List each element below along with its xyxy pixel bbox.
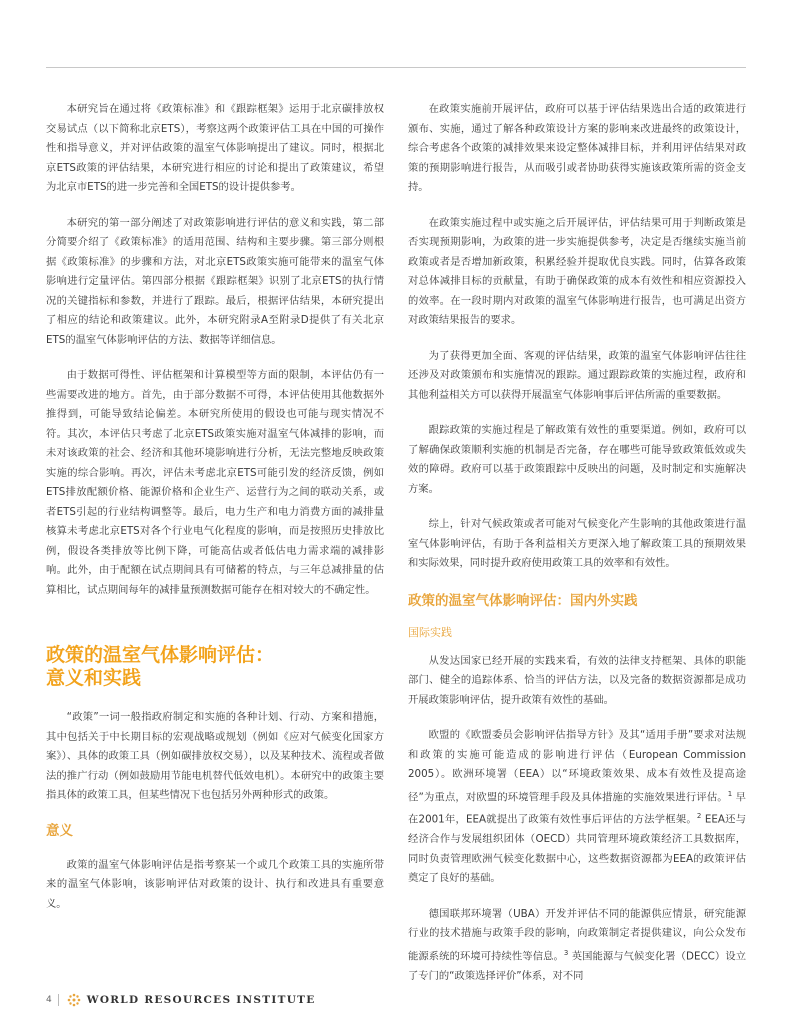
footnote-ref[interactable]: 2: [696, 812, 702, 821]
paragraph: [408, 905, 746, 986]
subheading-international: 国际实践: [408, 625, 452, 639]
paragraph: 综上，针对气候政策或者可能对气候变化产生影响的其他政策进行温室气体影响评估，有助于各利益相关方更深入地了解政策工具的预期效果和实际效果，同时提升政府使用政策工具的效率和有效性。: [408, 518, 746, 569]
page-number: 4: [46, 995, 52, 1005]
paragraph: 在政策实施过程中或实施之后开展评估，评估结果可用于判断政策是否实现预期影响，为政策的进一步实施提供参考，决定是否继续实施当前政策或者是否增加新政策，积累经验并提取优良实践。同时，估算各政策对总体减排目标的贡献量，有助于确保政策的成本有效性和相应资源投入的效率。在一段时期内对政策的温室气体影响进行报告，也可满足出资方对政策结果报告的要求。: [408, 216, 746, 326]
wri-logo-icon: [67, 993, 81, 1007]
left-column: [46, 100, 384, 930]
paragraph-text: 英国能源与气候变化署（DECC）设立了专门的“政策选择评价”体系，对不同: [408, 950, 747, 982]
page-footer: [46, 992, 316, 1008]
paragraph: 由于数据可得性、评估框架和计算模型等方面的限制，本评估仍有一些需要改进的地方。首先，由于部分数据不可得，本评估使用其他数据外推得到，可能导致结论偏差。本研究所使用的假设也可能与现实情况不符。其次，本评估只考虑了北京ETS政策实施对温室气体减排的影响，而未对该政策的社会、经济和其他环境影响进行分析，无法完整地反映政策实施的综合影响。再次，评估未考虑北京ETS可能引发的经济反馈，例如ETS排放配额价格、能源价格和企业生产、运营行为之间的联动关系，或者ETS引起的行业结构调整等。最后，电力生产和电力消费方面的减排量核算未考虑北京ETS对各个行业电气化程度的影响，而是按照历史排放比例，假设各类排放等比例下降，可能高估或者低估电力需求端的减排影响。此外，由于配额在试点期间具有可储蓄的特点，与三年总减排量的估算相比，试点期间每年的减排量预测数据可能存在相对较大的不确定性。: [46, 369, 384, 596]
paragraph-text: EEA还与经济合作与发展组织团体（OECD）共同管理环境政策经济工具数据库，同时负责管理欧洲气候变化数据中心，这些数据资源都为EEA的政策评估奠定了良好的基础。: [408, 813, 746, 885]
paragraph: 为了获得更加全面、客观的评估结果，政策的温室气体影响评估往往还涉及对政策颁布和实施情况的跟踪。通过跟踪政策的实施过程，政府和其他利益相关方可以获得开展温室气体影响事后评估所需的重要数据。: [408, 349, 746, 401]
footnote-ref[interactable]: 1: [727, 789, 733, 798]
paragraph: “政策”一词一般指政府制定和实施的各种计划、行动、方案和措施，其中包括关于中长期目标的宏观战略或规划（例如《应对气候变化国家方案》）、具体的政策工具（例如碳排放权交易），以及某种技术、流程或者做法的推广行动（例如鼓励用节能电机替代低效电机）。本研究中的政策主要指具体的政策工具，但某些情况下也包括另外两种形式的政策。: [46, 711, 384, 801]
subheading-meaning: 意义: [46, 822, 73, 839]
paragraph: 政策的温室气体影响评估是指考察某一个或几个政策工具的实施所带来的温室气体影响，该影响评估对政策的设计、执行和改进具有重要意义。: [46, 858, 384, 910]
paragraph: 跟踪政策的实施过程是了解政策有效性的重要渠道。例如，政府可以了解确保政策顺利实施的机制是否完备，存在哪些可能导致政策低效或失效的障碍。政府可以基于政策跟踪中反映出的问题，及时制定和实施解决方案。: [408, 424, 746, 495]
footnote-ref[interactable]: 3: [563, 948, 569, 957]
paragraph: 本研究的第一部分阐述了对政策影响进行评估的意义和实践，第二部分简要介绍了《政策标准》的适用范围、结构和主要步骤。第三部分则根据《政策标准》的步骤和方法，对北京ETS政策实施可能带来的温室气体影响进行定量评估。第四部分根据《跟踪框架》识别了北京ETS的执行情况的关键指标和参数，并进行了跟踪。最后，根据评估结果，本研究提出了相应的结论和政策建议。此外，本研究附录A至附录D提供了有关北京ETS的温室气体影响评估的方法、数据等详细信息。: [46, 216, 384, 346]
right-column: [408, 100, 746, 1002]
paragraph-text: 德国联邦环境署（UBA）开发并评估不同的能源供应情景，研究能源行业的技术措施与政策手段的影响，向政策制定者提供建议，向公众发布能源系统的环境可持续性等信息。: [408, 907, 746, 963]
paragraph-text: 早在2001年，EEA就提出了政策有效性事后评估的方法学框架。: [408, 790, 746, 826]
section-heading: [46, 644, 384, 690]
org-name: WORLD RESOURCES INSTITUTE: [86, 994, 316, 1006]
paragraph: [408, 726, 746, 889]
section-heading-line-1: 政策的温室气体影响评估：: [46, 644, 275, 666]
paragraph-text: 欧盟的《欧盟委员会影响评估指导方针》及其“适用手册”要求对法规和政策的实施可能造成的影响进行评估（European Commission 2005）。欧洲环境署（EEA）以“环境政策效果、成本有效性及提高途径”为重点，对欧盟的环境管理手段及具体措施的实施效果进行评估。: [408, 729, 746, 803]
subheading-practice: 政策的温室气体影响评估：国内外实践: [408, 592, 638, 609]
paragraph: 在政策实施前开展评估，政府可以基于评估结果选出合适的政策进行颁布、实施，通过了解各种政策设计方案的影响来改进最终的政策设计，综合考虑各个政策的减排效果来设定整体减排目标，并利用评估结果对政策的预期影响进行报告，从而吸引或者协助获得实施该政策所需的资金支持。: [408, 103, 746, 193]
header-rule: [46, 67, 746, 68]
footer-divider: [58, 994, 59, 1006]
section-heading-line-2: 意义和实践: [46, 667, 142, 689]
paragraph: 本研究旨在通过将《政策标准》和《跟踪框架》运用于北京碳排放权交易试点（以下简称北京ETS），考察这两个政策评估工具在中国的可操作性和指导意义，并对评估政策的温室气体影响提出了建议。同时，根据北京ETS政策的评估结果，本研究进行相应的讨论和提出了政策建议，希望为北京市ETS的进一步完善和全国ETS的设计提供参考。: [46, 103, 384, 193]
paragraph: 从发达国家已经开展的实践来看，有效的法律支持框架、具体的职能部门、健全的追踪体系、恰当的评估方法，以及完备的数据资源都是成功开展政策影响评估，提升政策有效性的基础。: [408, 654, 746, 706]
